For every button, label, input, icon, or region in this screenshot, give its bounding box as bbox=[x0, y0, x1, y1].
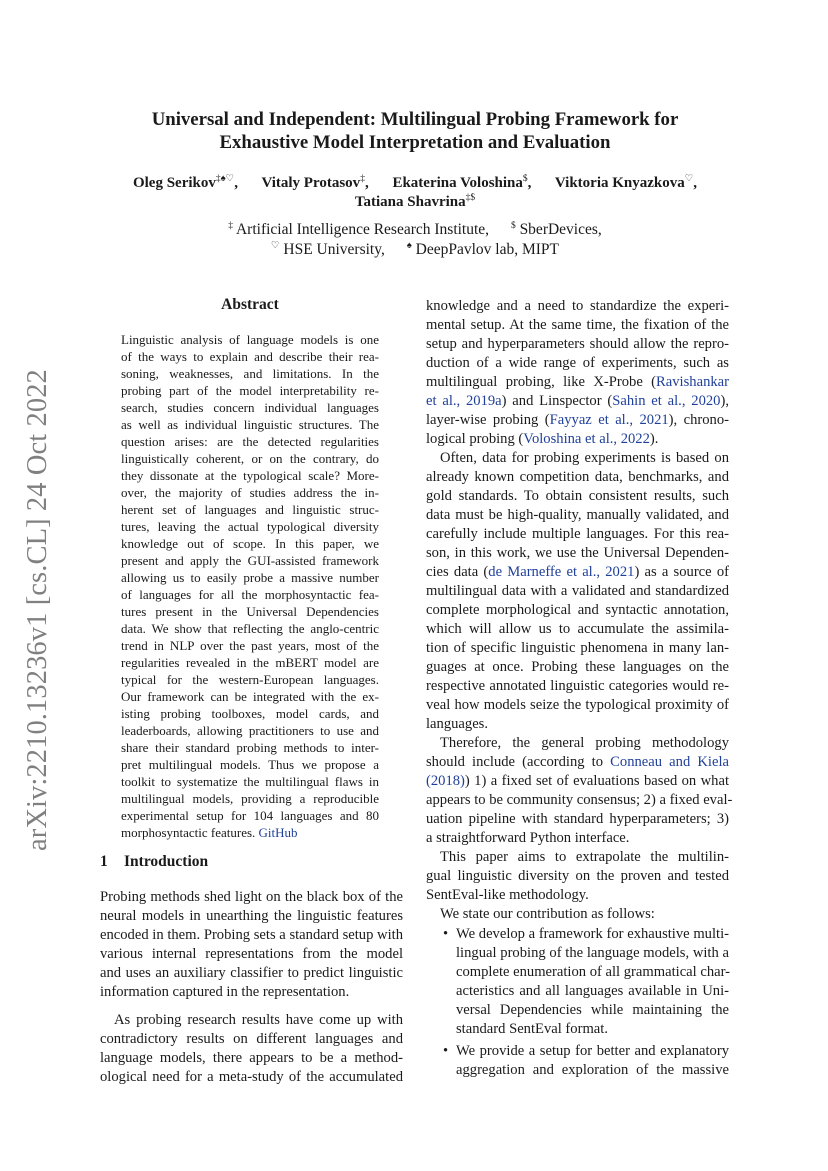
text-line: information captured in the representation. bbox=[100, 984, 350, 1000]
github-link[interactable]: GitHub bbox=[258, 825, 298, 840]
abstract-line: as well as individual linguistic structures. The bbox=[121, 417, 379, 432]
author-list: Oleg Serikov‡♠♡, Vitaly Protasov‡, Ekaterina Voloshina$, Viktoria Knyazkova♡, bbox=[132, 174, 698, 191]
author-marks: ♡ bbox=[684, 174, 694, 184]
text-line: As probing research results have come up with bbox=[114, 1012, 403, 1028]
abstract-line: regularities revealed in the mBERT model are bbox=[121, 655, 379, 670]
text-line: We provide a setup for better and explanatory bbox=[456, 1043, 729, 1059]
abstract-line: linguistically coherent, or on the contrary, do bbox=[121, 451, 379, 466]
text-line: acteristics and all languages available in Uni- bbox=[456, 983, 729, 999]
abstract-line: of languages for all the morphosyntactic fea- bbox=[121, 587, 379, 602]
author-name: Vitaly Protasov bbox=[261, 175, 361, 191]
abstract-line: over, the majority of studies address the in- bbox=[121, 485, 379, 500]
affiliation-mark: ♡ bbox=[270, 241, 280, 251]
title-line: Universal and Independent: Multilingual Probing Framework for bbox=[151, 109, 679, 130]
text-line: multilingual data with a validated and standardized bbox=[426, 583, 729, 599]
author-name: Ekaterina Voloshina bbox=[392, 175, 523, 191]
text-line: language models, there appears to be a method- bbox=[100, 1050, 403, 1066]
text-line: which will allow us to accumulate the assimila- bbox=[426, 621, 729, 637]
citation-link[interactable]: et al., 2019a bbox=[426, 393, 502, 409]
abstract-line: soning, weaknesses, and limitations. In the bbox=[121, 366, 379, 381]
abstract-line: pret multilingual models. Thus we propose a bbox=[121, 757, 379, 772]
abstract-line: tures present in the Universal Dependencies bbox=[121, 604, 379, 619]
affiliation-name: Artificial Intelligence Research Institute, bbox=[235, 221, 490, 238]
affiliations bbox=[100, 220, 730, 240]
abstract-line: share their standard probing methods to inter- bbox=[121, 740, 379, 755]
text-line: duction of a wide range of experiments, such as bbox=[426, 355, 729, 371]
abstract-line: typical for the western-European languages. bbox=[121, 672, 379, 687]
text-line: various internal representations from the model bbox=[100, 946, 403, 962]
author-name: Viktoria Knyazkova bbox=[554, 175, 685, 191]
text-line: aggregation and exploration of the massive bbox=[456, 1062, 729, 1078]
author-marks: ‡ bbox=[360, 174, 365, 184]
text-line: complete enumeration of all grammatical char- bbox=[456, 964, 731, 980]
text-line: and uses an auxiliary classifier to predict linguistic bbox=[100, 965, 403, 981]
abstract-line: herent set of languages and linguistic struc- bbox=[121, 502, 379, 517]
abstract-line: leaderboards, allowing practitioners to use and bbox=[121, 723, 379, 738]
text-line: ological need for a meta-study of the accumulated bbox=[100, 1069, 403, 1085]
text-line: a straightforward Python interface. bbox=[426, 830, 630, 846]
bullet-marker: • bbox=[443, 926, 449, 942]
abstract-line: toolkit to systematize the multilingual flaws in bbox=[121, 774, 379, 789]
arxiv-identifier: arXiv:2210.13236v1 [cs.CL] 24 Oct 2022 bbox=[22, 369, 53, 851]
title-line: Exhaustive Model Interpretation and Evaluation bbox=[219, 132, 611, 153]
text-line: veal how models seize the typological proximity of bbox=[426, 697, 729, 713]
abstract-line: trend in NLP over the past years, most of the bbox=[121, 638, 379, 653]
abstract-line: probing part of the model interpretability re- bbox=[121, 383, 379, 398]
text-line: respective annotated linguistic categories would re- bbox=[426, 678, 729, 694]
author-marks: ‡$ bbox=[465, 193, 476, 203]
text-line: uation pipeline with standard hyperparameters; 3) bbox=[426, 811, 729, 827]
author-name: Oleg Serikov bbox=[132, 175, 216, 191]
abstract-line: isting probing toolboxes, model cards, and bbox=[121, 706, 379, 721]
section-heading bbox=[100, 853, 208, 871]
text-line: SentEval-like methodology. bbox=[426, 887, 589, 903]
abstract-line: multilingual models, providing a reproducible bbox=[121, 791, 379, 806]
affiliation-name: HSE University, bbox=[283, 241, 385, 258]
text-line: logical probing (Voloshina et al., 2022). bbox=[426, 431, 659, 447]
text-line: complete morphological and syntactic annotation, bbox=[426, 602, 729, 618]
abstract-line: Our framework can be integrated with the ex- bbox=[121, 689, 379, 704]
text-line: layer-wise probing (Fayyaz et al., 2021), chrono- bbox=[426, 412, 730, 428]
text-line: languages. bbox=[426, 716, 489, 732]
affiliation-name: DeepPavlov lab, MIPT bbox=[415, 241, 560, 258]
affiliation-mark: ‡ bbox=[228, 221, 233, 231]
citation-link[interactable]: Conneau and Kiela bbox=[610, 754, 729, 770]
text-line: We state our contribution as follows: bbox=[440, 906, 655, 922]
bullet-marker: • bbox=[443, 1043, 449, 1059]
abstract-line: search, studies concern individual languages bbox=[121, 400, 379, 415]
author-marks: $ bbox=[522, 174, 528, 184]
abstract-line: data. We show that reflecting the anglo-centric bbox=[121, 621, 379, 636]
citation-link[interactable]: Fayyaz et al., 2021 bbox=[549, 412, 669, 428]
text-line: appears to be community consensus; 2) a fixed eval- bbox=[426, 792, 733, 808]
text-line: multilingual probing, like X-Probe (Ravishankar bbox=[426, 374, 729, 390]
affiliation-mark: ♠ bbox=[406, 241, 412, 251]
text-line: Therefore, the general probing methodology bbox=[440, 735, 729, 751]
text-line: Probing methods shed light on the black box of the bbox=[100, 889, 403, 905]
text-line: knowledge and a need to standardize the experi- bbox=[426, 298, 729, 314]
text-line: gual linguistic diversity on the proven and tested bbox=[426, 868, 729, 884]
text-line: data must be high-quality, manually validated, and bbox=[426, 507, 729, 523]
text-line: encoded in them. Probing sets a standard setup with bbox=[100, 927, 403, 943]
text-line: cies data (de Marneffe et al., 2021) as a source of bbox=[426, 564, 729, 580]
author-list-line-2 bbox=[100, 193, 730, 212]
text-line: standard SentEval format. bbox=[456, 1021, 608, 1037]
paper-title bbox=[100, 108, 730, 154]
text-line: lingual probing of the language models, with a bbox=[456, 945, 729, 961]
abstract-line: morphosyntactic features. GitHub bbox=[121, 825, 298, 840]
text-line: guages at once. Probing these languages on the bbox=[426, 659, 729, 675]
citation-link[interactable]: (2018) bbox=[426, 773, 465, 789]
abstract-line: knowledge out of scope. In this paper, we bbox=[121, 536, 379, 551]
text-line: Often, data for probing experiments is based on bbox=[440, 450, 729, 466]
text-line: mental setup. At the same time, the fixation of the bbox=[426, 317, 729, 333]
author-name: Tatiana Shavrina bbox=[354, 194, 466, 210]
text-line: gold standards. To obtain consistent results, such bbox=[426, 488, 729, 504]
text-line: neural models in unearthing the linguistic features bbox=[100, 908, 403, 924]
text-line: contradictory results on different languages and bbox=[100, 1031, 403, 1047]
text-line: setup and hyperparameters should allow the repro- bbox=[426, 336, 729, 352]
section-title: Introduction bbox=[124, 853, 209, 870]
abstract-line: allowing us to easily probe a massive number bbox=[121, 570, 379, 585]
author-marks: ‡♠♡ bbox=[215, 174, 235, 184]
citation-link[interactable]: Voloshina et al., 2022 bbox=[523, 431, 650, 447]
text-line: versal Dependencies while maintaining the bbox=[456, 1002, 729, 1018]
text-line: carefully include multiple languages. For this rea- bbox=[426, 526, 729, 542]
section-number: 1 bbox=[100, 853, 108, 870]
abstract-line: question arises: are the detected regularities bbox=[121, 434, 379, 449]
abstract-line: experimental setup for 104 languages and 80 bbox=[121, 808, 379, 823]
text-line: already known competition data, benchmarks, and bbox=[426, 469, 729, 485]
affiliation-mark: $ bbox=[510, 221, 516, 231]
citation-link[interactable]: de Marneffe et al., 2021 bbox=[488, 564, 635, 580]
text-line: son, in this work, we use the Universal Dependen- bbox=[426, 545, 729, 561]
text-line: should include (according to Conneau and Kiela bbox=[426, 754, 729, 770]
abstract-line: they dissonate at the typological scale? More- bbox=[121, 468, 379, 483]
abstract-line: of the ways to explain and describe their rea- bbox=[121, 349, 379, 364]
abstract-heading: Abstract bbox=[221, 296, 279, 313]
text-line: (2018)) 1) a fixed set of evaluations based on what bbox=[426, 773, 729, 789]
text-line: This paper aims to extrapolate the multilin- bbox=[440, 849, 729, 865]
text-line: et al., 2019a) and Linspector (Sahin et al., 2020), bbox=[426, 393, 729, 409]
text-line: We develop a framework for exhaustive multi- bbox=[456, 926, 729, 942]
text-line: tion of specific linguistic phenomena in many lan- bbox=[426, 640, 729, 656]
abstract-line: present and apply the GUI-assisted framework bbox=[121, 553, 379, 568]
citation-link[interactable]: Sahin et al., 2020 bbox=[612, 393, 721, 409]
affiliations-line-2 bbox=[100, 240, 730, 260]
affiliation-name: SberDevices, bbox=[519, 221, 602, 238]
citation-link[interactable]: Ravishankar bbox=[656, 374, 729, 390]
abstract-line: tures, leaving the actual typological diversity bbox=[121, 519, 379, 534]
abstract-line: Linguistic analysis of language models is one bbox=[121, 332, 379, 347]
